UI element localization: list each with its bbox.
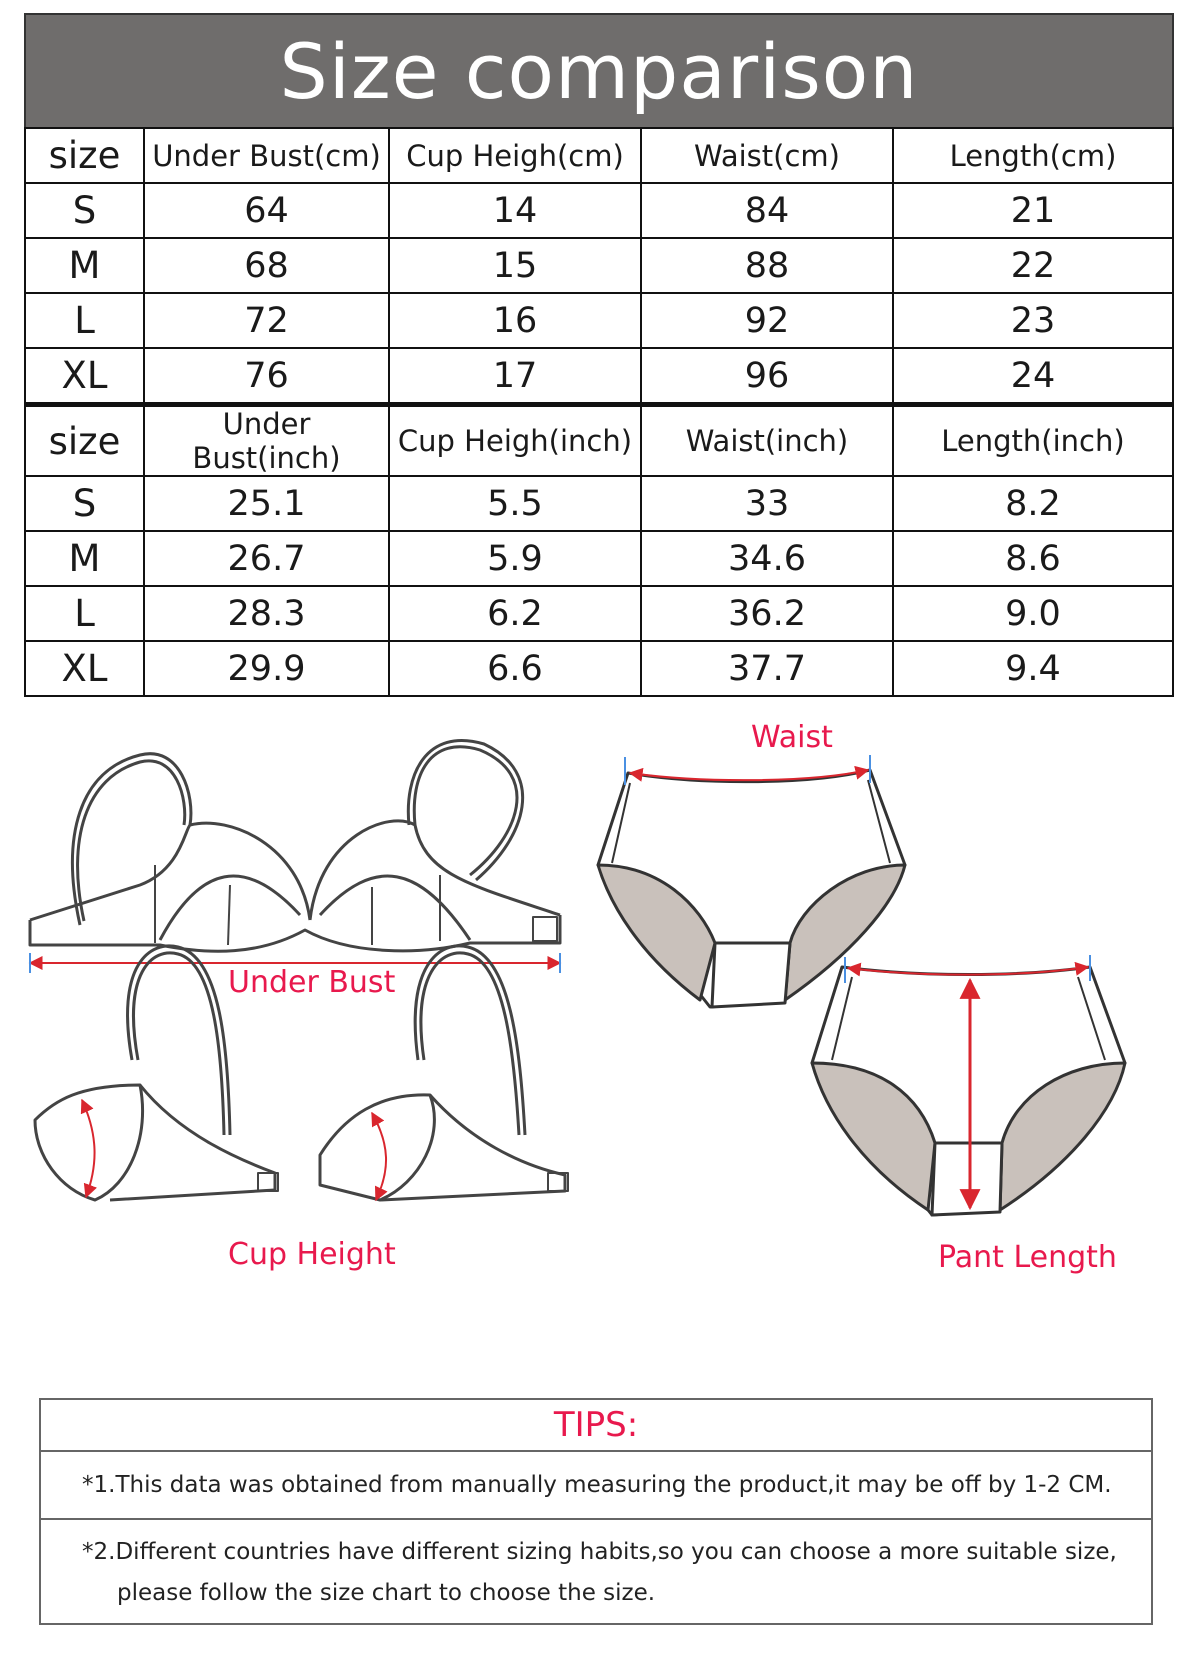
value-cell: 72 [144, 293, 389, 348]
table-row [25, 293, 1173, 348]
tip-item [41, 1520, 1151, 1623]
value-cell: 21 [893, 183, 1173, 238]
garment-illustrations [0, 715, 1200, 1315]
header-cell: size [25, 128, 144, 183]
value-cell: 5.9 [389, 531, 641, 586]
value-cell: 68 [144, 238, 389, 293]
waist-label: Waist [751, 720, 833, 755]
value-cell: 29.9 [144, 641, 389, 696]
header-cell: size [25, 405, 144, 477]
value-cell: 64 [144, 183, 389, 238]
cup-height-label: Cup Height [228, 1237, 396, 1272]
header-cell: Cup Heigh(cm) [389, 128, 641, 183]
value-cell: 5.5 [389, 476, 641, 531]
size-cell: M [25, 531, 144, 586]
size-chart [24, 13, 1174, 697]
inch-header-row [25, 405, 1173, 477]
tip-text: *2.Different countries have different sizing habits,so you can choose a more suitable size, [82, 1539, 1117, 1565]
value-cell: 36.2 [641, 586, 893, 641]
table-row [25, 531, 1173, 586]
measurement-diagrams [0, 715, 1200, 1315]
tip-text: please follow the size chart to choose the size. [117, 1580, 656, 1606]
size-cell: XL [25, 348, 144, 405]
tips-box [39, 1398, 1153, 1625]
value-cell: 16 [389, 293, 641, 348]
size-cell: XL [25, 641, 144, 696]
header-cell: Length(cm) [893, 128, 1173, 183]
value-cell: 76 [144, 348, 389, 405]
value-cell: 84 [641, 183, 893, 238]
size-cell: S [25, 476, 144, 531]
value-cell: 15 [389, 238, 641, 293]
bra-front-illustration [30, 741, 560, 952]
value-cell: 26.7 [144, 531, 389, 586]
header-cell: Waist(cm) [641, 128, 893, 183]
value-cell: 92 [641, 293, 893, 348]
value-cell: 25.1 [144, 476, 389, 531]
size-cell: L [25, 293, 144, 348]
size-cell: M [25, 238, 144, 293]
header-cell: Under Bust(cm) [144, 128, 389, 183]
value-cell: 6.2 [389, 586, 641, 641]
table-row [25, 641, 1173, 696]
header-cell: Waist(inch) [641, 405, 893, 477]
header-cell: Cup Heigh(inch) [389, 405, 641, 477]
value-cell: 28.3 [144, 586, 389, 641]
tip-item: *1.This data was obtained from manually measuring the product,it may be off by 1-2 CM. [41, 1452, 1151, 1520]
size-cell: L [25, 586, 144, 641]
under-bust-label: Under Bust [228, 965, 396, 1000]
tips-title: TIPS: [41, 1400, 1151, 1452]
value-cell: 8.6 [893, 531, 1173, 586]
value-cell: 88 [641, 238, 893, 293]
value-cell: 33 [641, 476, 893, 531]
size-table [24, 127, 1174, 697]
page-title: Size comparison [279, 26, 919, 116]
table-row [25, 348, 1173, 405]
title-bar [24, 13, 1174, 127]
value-cell: 37.7 [641, 641, 893, 696]
table-row [25, 238, 1173, 293]
value-cell: 9.4 [893, 641, 1173, 696]
header-cell: Under Bust(inch) [144, 405, 389, 477]
value-cell: 14 [389, 183, 641, 238]
value-cell: 34.6 [641, 531, 893, 586]
pant-length-label: Pant Length [938, 1240, 1117, 1275]
value-cell: 22 [893, 238, 1173, 293]
value-cell: 9.0 [893, 586, 1173, 641]
size-cell: S [25, 183, 144, 238]
value-cell: 24 [893, 348, 1173, 405]
header-cell: Length(inch) [893, 405, 1173, 477]
table-row [25, 586, 1173, 641]
value-cell: 6.6 [389, 641, 641, 696]
value-cell: 23 [893, 293, 1173, 348]
value-cell: 8.2 [893, 476, 1173, 531]
table-row [25, 476, 1173, 531]
table-row [25, 183, 1173, 238]
value-cell: 17 [389, 348, 641, 405]
cm-header-row [25, 128, 1173, 183]
value-cell: 96 [641, 348, 893, 405]
